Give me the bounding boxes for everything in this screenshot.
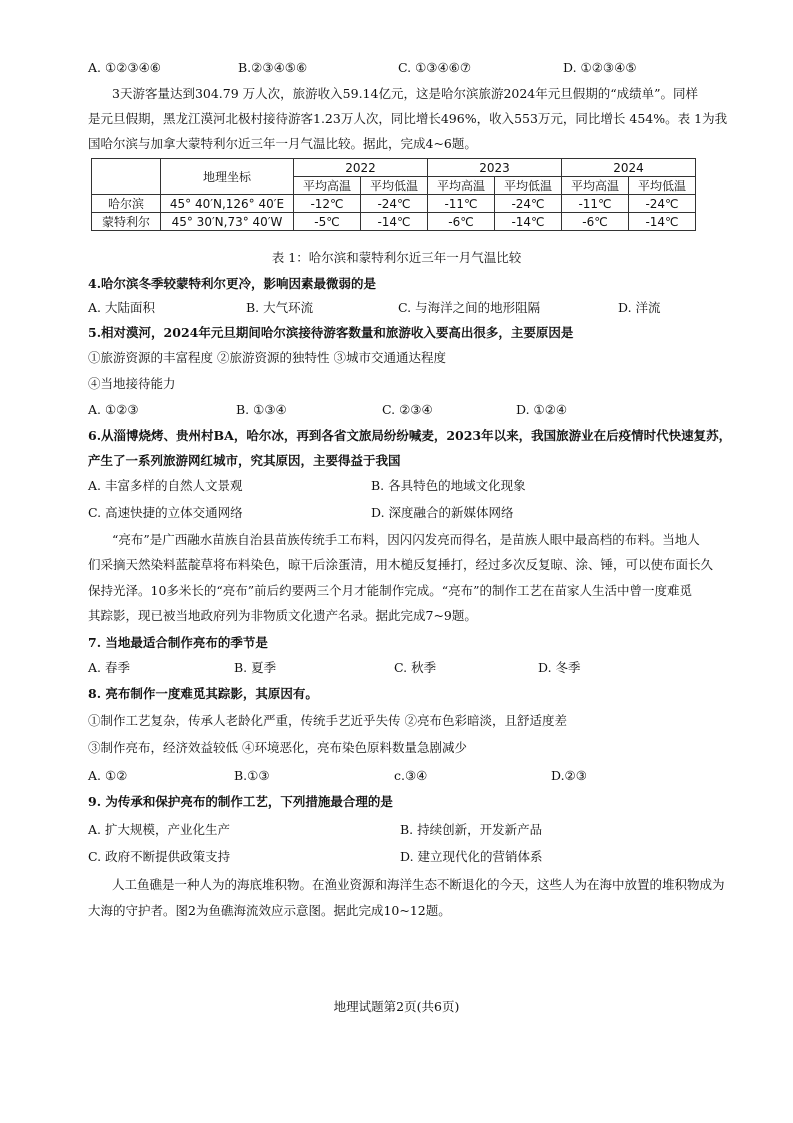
option-d[interactable]: D. ①②③④⑤ xyxy=(563,60,637,75)
q8-statements-1: ①制作工艺复杂，传承人老龄化严重，传统手艺近乎失传 ②亮布色彩暗淡，且舒适度差 xyxy=(88,713,567,728)
q8-statements-2: ③制作亮布，经济效益较低 ④环境恶化，亮布染色原料数量急剧减少 xyxy=(88,740,467,755)
option-d[interactable]: D. ①②④ xyxy=(516,402,568,417)
option-d[interactable]: D. 建立现代化的营销体系 xyxy=(400,849,543,864)
q4-stem: 4.哈尔滨冬季较蒙特利尔更冷，影响因素最微弱的是 xyxy=(88,276,377,291)
subheader-low: 平均低温 xyxy=(495,177,562,195)
q5-options xyxy=(88,402,753,418)
q7-options xyxy=(88,660,753,676)
q8-options xyxy=(88,768,753,784)
temp-cell: -14℃ xyxy=(495,213,562,231)
option-a[interactable]: A. 扩大规模，产业化生产 xyxy=(88,822,230,837)
header-year-2024: 2024 xyxy=(562,159,696,177)
temp-cell: -24℃ xyxy=(361,195,428,213)
intro2-line-4: 其踪影，现已被当地政府列为非物质文化遗产名录。据此完成7~9题。 xyxy=(88,608,477,623)
intro3-line-1: 人工鱼礁是一种人为的海底堆积物。在渔业资源和海洋生态不断退化的今天，这些人为在海中放置的堆积物成为 xyxy=(112,877,725,892)
intro1-line-3: 国哈尔滨与加拿大蒙特利尔近三年一月气温比较。据此，完成4~6题。 xyxy=(88,136,477,151)
city-cell: 哈尔滨 xyxy=(92,195,161,213)
option-a[interactable]: A. 大陆面积 xyxy=(88,300,155,315)
page-footer: 地理试题第2页(共6页) xyxy=(333,999,460,1014)
city-cell: 蒙特利尔 xyxy=(92,213,161,231)
temp-cell: -6℃ xyxy=(562,213,629,231)
header-year-2022: 2022 xyxy=(294,159,428,177)
q4-options xyxy=(88,300,753,316)
table-caption: 表 1：哈尔滨和蒙特利尔近三年一月气温比较 xyxy=(271,250,522,265)
table-row xyxy=(92,195,696,213)
subheader-low: 平均低温 xyxy=(629,177,696,195)
header-geo: 地理坐标 xyxy=(161,159,294,195)
option-c[interactable]: C. 秋季 xyxy=(394,660,437,675)
option-a[interactable]: A. ①②③④⑥ xyxy=(88,60,162,75)
table-row xyxy=(92,213,696,231)
q9-stem: 9. 为传承和保护亮布的制作工艺，下列措施最合理的是 xyxy=(88,794,393,809)
coord-cell: 45° 30′N,73° 40′W xyxy=(161,213,294,231)
option-c[interactable]: C. ②③④ xyxy=(382,402,433,417)
temp-cell: -24℃ xyxy=(629,195,696,213)
option-b[interactable]: B.①③ xyxy=(234,768,270,783)
q7-stem: 7. 当地最适合制作亮布的季节是 xyxy=(88,635,268,650)
q5-stem: 5.相对漠河，2024年元旦期间哈尔滨接待游客数量和旅游收入要高出很多，主要原因是 xyxy=(88,325,574,340)
option-b[interactable]: B. 夏季 xyxy=(234,660,277,675)
temp-cell: -12℃ xyxy=(294,195,361,213)
temp-cell: -24℃ xyxy=(495,195,562,213)
option-c[interactable]: C. 与海洋之间的地形阻隔 xyxy=(398,300,541,315)
q8-stem: 8. 亮布制作一度难觅其踪影，其原因有。 xyxy=(88,686,318,701)
q6-options-row-1 xyxy=(88,478,753,494)
subheader-high: 平均高温 xyxy=(428,177,495,195)
subheader-high: 平均高温 xyxy=(562,177,629,195)
option-d[interactable]: D. 洋流 xyxy=(618,300,661,315)
option-a[interactable]: A. ①②③ xyxy=(88,402,139,417)
option-a[interactable]: A. ①② xyxy=(88,768,128,783)
option-b[interactable]: B. ①③④ xyxy=(236,402,287,417)
intro2-line-1: “亮布”是广西融水苗族自治县苗族传统手工布料，因闪闪发亮而得名，是苗族人眼中最高档的布料。当地人 xyxy=(112,532,700,547)
option-c[interactable]: C. ①③④⑥⑦ xyxy=(398,60,472,75)
temp-cell: -14℃ xyxy=(629,213,696,231)
intro1-line-2: 是元旦假期，黑龙江漠河北极村接待游客1.23万人次，同比增长496%，收入553万元，同比增长 454%。表 1为我 xyxy=(88,111,728,126)
coord-cell: 45° 40′N,126° 40′E xyxy=(161,195,294,213)
temp-cell: -11℃ xyxy=(562,195,629,213)
temp-cell: -11℃ xyxy=(428,195,495,213)
q6-options-row-2 xyxy=(88,505,753,521)
option-c[interactable]: c.③④ xyxy=(394,768,428,783)
option-b[interactable]: B. 持续创新，开发新产品 xyxy=(400,822,543,837)
header-year-2023: 2023 xyxy=(428,159,562,177)
temp-cell: -5℃ xyxy=(294,213,361,231)
temperature-table xyxy=(91,158,696,231)
q6-stem-2: 产生了一系列旅游网红城市，究其原因，主要得益于我国 xyxy=(88,453,401,468)
intro1-line-1: 3天游客量达到304.79 万人次，旅游收入59.14亿元，这是哈尔滨旅游2024年元旦假期的“成绩单”。同样 xyxy=(112,86,699,101)
q9-options-row-1 xyxy=(88,822,753,838)
option-b[interactable]: B. 各具特色的地域文化现象 xyxy=(371,478,526,493)
q5-statements-2: ④当地接待能力 xyxy=(88,376,176,391)
option-d[interactable]: D. 深度融合的新媒体网络 xyxy=(371,505,514,520)
subheader-high: 平均高温 xyxy=(294,177,361,195)
q9-options-row-2 xyxy=(88,849,753,865)
option-d[interactable]: D.②③ xyxy=(551,768,587,783)
option-c[interactable]: C. 高速快捷的立体交通网络 xyxy=(88,505,243,520)
option-b[interactable]: B. 大气环流 xyxy=(246,300,314,315)
option-d[interactable]: D. 冬季 xyxy=(538,660,581,675)
q6-stem-1: 6.从淄博烧烤、贵州村BA，哈尔冰，再到各省文旅局纷纷喊麦，2023年以来，我国旅游业在后疫情时代快速复苏， xyxy=(88,428,732,443)
prev-question-options xyxy=(88,60,753,76)
subheader-low: 平均低温 xyxy=(361,177,428,195)
intro3-line-2: 大海的守护者。图2为鱼礁海流效应示意图。据此完成10~12题。 xyxy=(88,903,451,918)
option-a[interactable]: A. 春季 xyxy=(88,660,130,675)
temp-cell: -14℃ xyxy=(361,213,428,231)
option-c[interactable]: C. 政府不断提供政策支持 xyxy=(88,849,231,864)
intro2-line-3: 保持光泽。10多米长的“亮布”前后约要两三个月才能制作完成。“亮布”的制作工艺在苗家人生活中曾一度难觅 xyxy=(88,583,692,598)
intro2-line-2: 们采摘天然染料蓝靛草将布料染色，晾干后涂蛋清，用木槌反复捶打，经过多次反复晾、涂、锤，可以使布面长久 xyxy=(88,557,714,572)
option-a[interactable]: A. 丰富多样的自然人文景观 xyxy=(88,478,243,493)
temp-cell: -6℃ xyxy=(428,213,495,231)
option-b[interactable]: B.②③④⑤⑥ xyxy=(238,60,308,75)
q5-statements-1: ①旅游资源的丰富程度 ②旅游资源的独特性 ③城市交通通达程度 xyxy=(88,350,446,365)
